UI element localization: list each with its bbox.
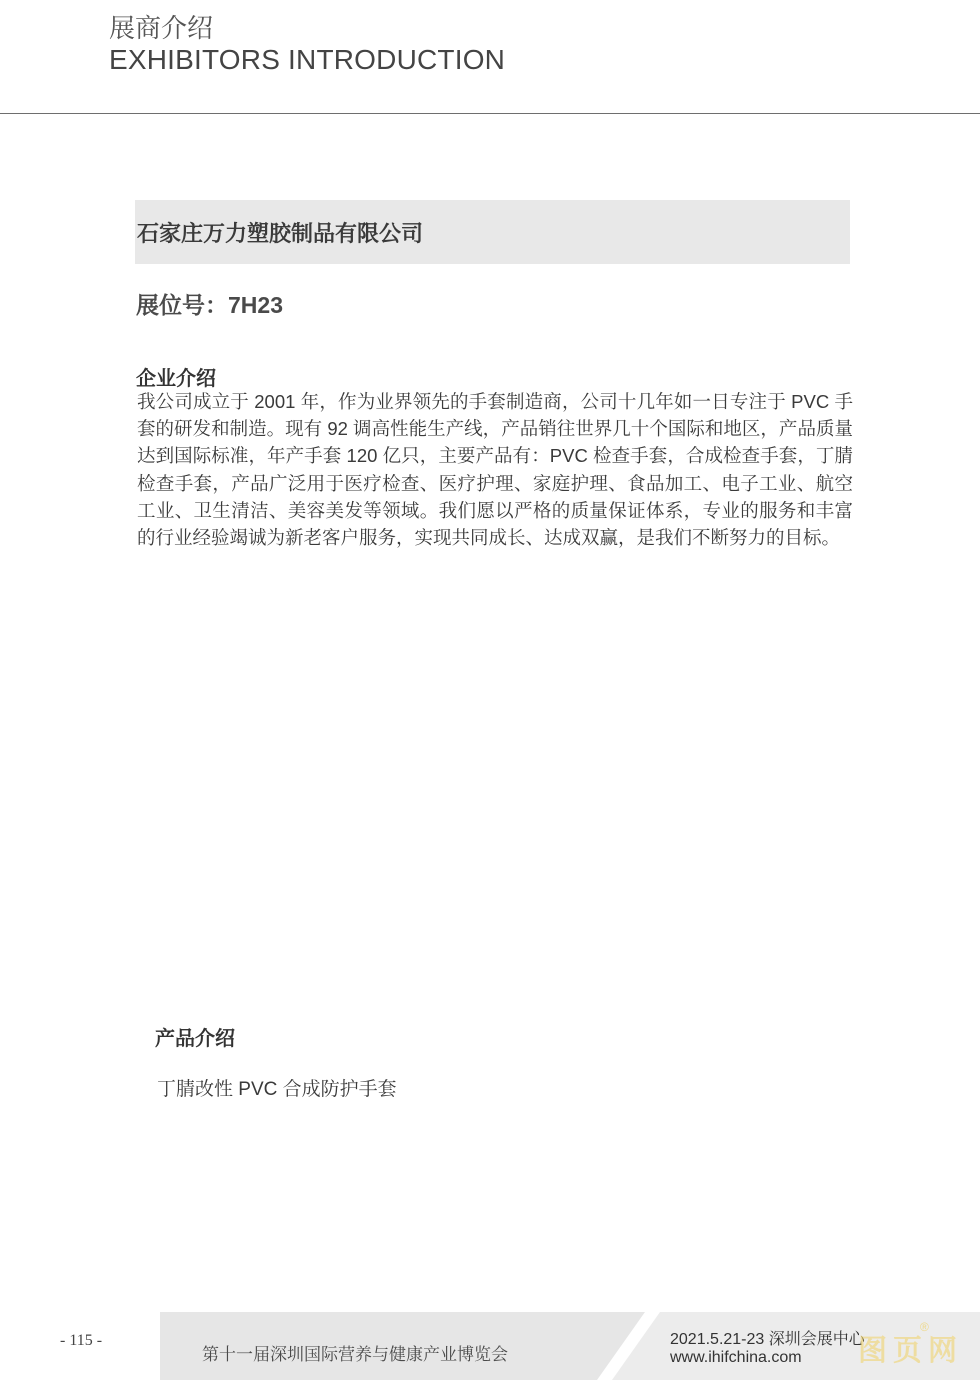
intro-paragraph: 我公司成立于 2001 年，作为业界领先的手套制造商，公司十几年如一日专注于 PVC 手套的研发和制造。现有 92 调高性能生产线，产品销往世界几十个国际和地区，产品质量达到国际标准，年产手套 120 亿只，主要产品有：PVC 检查手套，合成检查手套，丁腈检查手套，产品广泛用于医疗检查、医疗护理、家庭护理、食品加工、电子工业、航空工业、卫生清洁、美容美发等领域。我们愿以严格的质量保证体系，专业的服务和丰富的行业经验竭诚为新老客户服务，实现共同成长、达成双赢，是我们不断努力的目标。	[137, 391, 853, 549]
footer-website[interactable]: www.ihifchina.com	[670, 1349, 802, 1366]
watermark-logo: 图页网	[858, 1335, 964, 1367]
footer-expo-name: 第十一届深圳国际营养与健康产业博览会	[202, 1345, 508, 1364]
registered-mark: ®	[920, 1320, 929, 1334]
header-title-cn: 展商介绍	[109, 13, 214, 43]
header-title-en: EXHIBITORS INTRODUCTION	[109, 44, 506, 75]
footer-date-venue: 2021.5.21-23 深圳会展中心	[670, 1331, 865, 1348]
intro-heading: 企业介绍	[136, 368, 216, 390]
product-item: 丁腈改性 PVC 合成防护手套	[157, 1079, 397, 1100]
company-name: 石家庄万力塑胶制品有限公司	[137, 221, 424, 246]
header-divider	[0, 113, 980, 114]
page-number: - 115 -	[60, 1332, 103, 1349]
product-heading: 产品介绍	[155, 1028, 235, 1050]
booth-number: 展位号：7H23	[136, 292, 283, 318]
